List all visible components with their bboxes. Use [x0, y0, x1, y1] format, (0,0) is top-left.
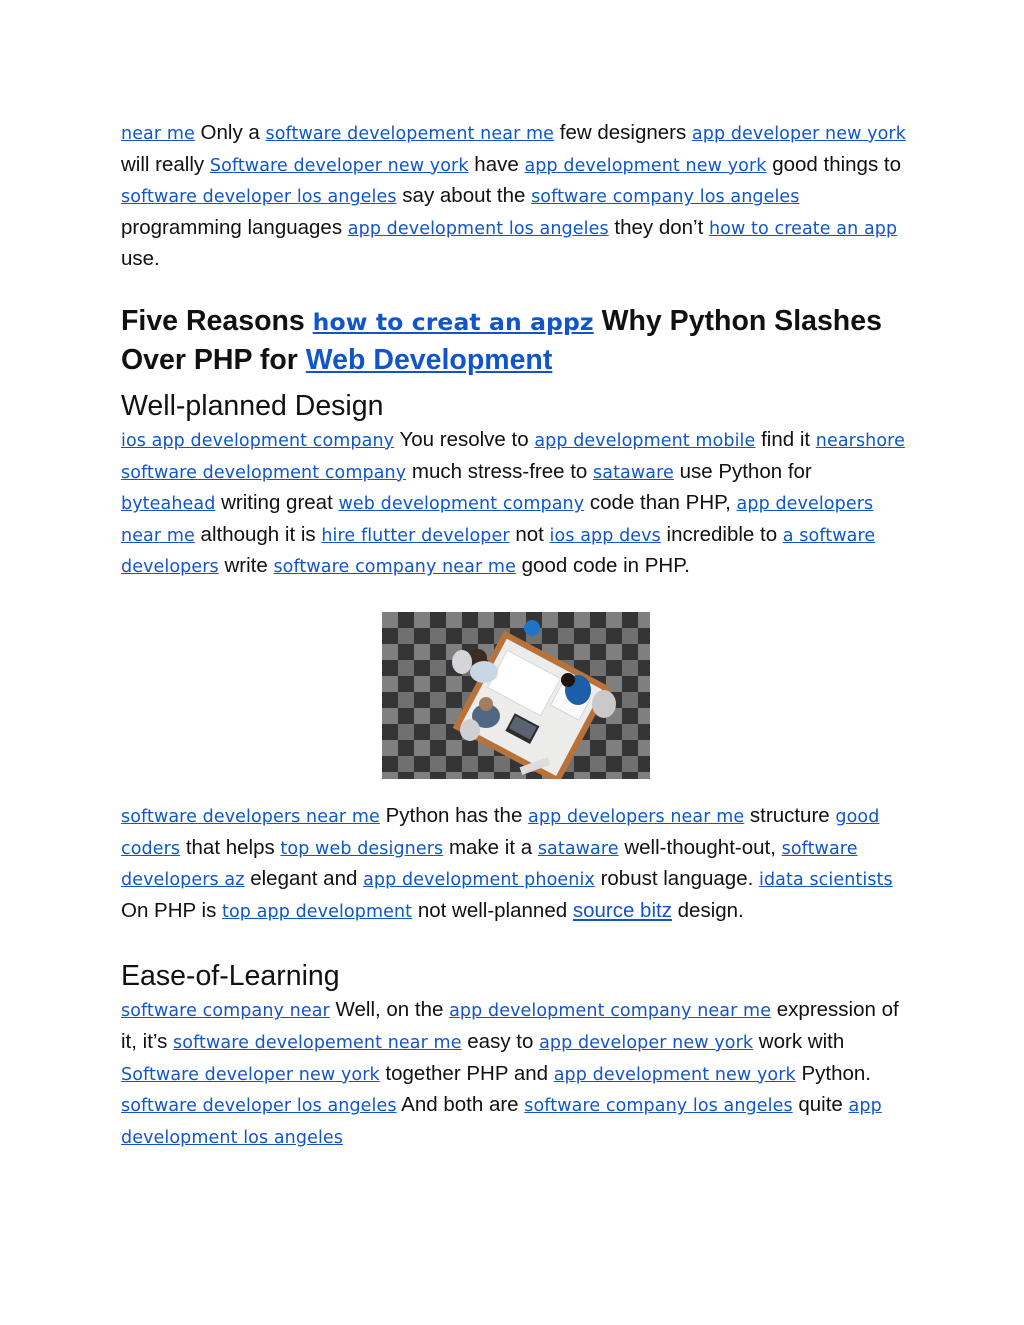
body-text: good things to	[766, 152, 901, 176]
body-text: Only a	[194, 121, 266, 144]
learning-paragraph	[121, 995, 911, 1153]
inline-link[interactable]: Software developer new york	[209, 155, 469, 176]
inline-link[interactable]: byteahead	[121, 494, 216, 515]
body-text: good code in PHP.	[515, 554, 690, 578]
body-text: easy to	[461, 1029, 540, 1053]
body-text: expression of it, it’s	[121, 998, 899, 1053]
inline-link[interactable]: a software developers	[121, 525, 876, 578]
body-text: have	[468, 152, 525, 176]
body-text: find it	[755, 427, 816, 451]
body-text: few designers	[554, 121, 692, 144]
body-text: code than PHP,	[584, 491, 737, 515]
inline-link[interactable]: app development phoenix	[363, 870, 595, 891]
body-text: Well, on the	[329, 998, 450, 1022]
inline-link[interactable]: ios app development company	[121, 430, 395, 451]
inline-link[interactable]: sataware	[593, 462, 674, 483]
body-text: although it is	[194, 522, 322, 546]
inline-link[interactable]: how to create an app	[708, 218, 898, 239]
inline-link[interactable]: top web designers	[280, 838, 444, 859]
body-text: make it a	[443, 835, 538, 859]
inline-link[interactable]: software company near	[121, 1001, 330, 1022]
section-title-well-planned-design: Well-planned Design	[121, 389, 384, 422]
body-text: And both are	[396, 1093, 525, 1117]
inline-link[interactable]: good coders	[121, 806, 880, 859]
inline-link[interactable]: app development company near me	[449, 1001, 772, 1022]
body-text: design.	[671, 898, 744, 922]
inline-link[interactable]: top app development	[222, 901, 413, 922]
body-text: that helps	[180, 835, 281, 859]
inline-link[interactable]: software developers near me	[121, 806, 380, 827]
inline-link[interactable]: app developer new york	[691, 124, 906, 144]
inline-link[interactable]: ios app devs	[549, 525, 661, 546]
body-text: use.	[121, 247, 160, 271]
inline-link[interactable]: app developers near me	[528, 806, 745, 827]
body-text: Python.	[795, 1061, 871, 1085]
inline-link[interactable]: software developer los angeles	[121, 187, 397, 208]
heading-text-part1: Five Reasons	[121, 304, 313, 337]
inline-link[interactable]: app development new york	[524, 155, 767, 176]
inline-link[interactable]: software developers az	[121, 838, 858, 891]
team-meeting-photo	[382, 612, 650, 779]
body-text: robust language.	[594, 867, 759, 891]
body-text: programming languages	[121, 215, 348, 239]
structure-paragraph	[121, 801, 911, 927]
body-text: will really	[121, 152, 210, 176]
body-text: not	[509, 522, 550, 546]
inline-link[interactable]: app developers near me	[121, 494, 874, 546]
body-text: say about the	[396, 184, 532, 208]
inline-link[interactable]: app development new york	[553, 1064, 796, 1085]
inline-link[interactable]: software developement near me	[173, 1032, 462, 1053]
heading-link-create-app[interactable]: how to creat an appz	[312, 307, 594, 336]
inline-link[interactable]: app developer new york	[539, 1032, 754, 1053]
body-text: Python has the	[379, 803, 529, 827]
body-text: elegant and	[244, 867, 364, 891]
design-paragraph	[121, 425, 911, 583]
inline-link[interactable]: hire flutter developer	[321, 525, 510, 546]
inline-link[interactable]: app development mobile	[534, 430, 756, 451]
body-text: quite	[792, 1093, 849, 1117]
document-page	[121, 118, 911, 1153]
inline-link[interactable]: near me	[121, 124, 195, 144]
inline-link[interactable]: software developement near me	[265, 124, 555, 144]
inline-link[interactable]: source bitz	[572, 898, 672, 922]
body-text: well-thought-out,	[618, 835, 782, 859]
article-heading	[121, 302, 911, 379]
body-text: You resolve to	[394, 427, 535, 451]
body-text: not well-planned	[412, 898, 573, 922]
body-text: work with	[753, 1029, 845, 1053]
inline-link[interactable]: software developer los angeles	[121, 1096, 397, 1117]
body-text: use Python for	[673, 459, 812, 483]
body-text: structure	[744, 803, 836, 827]
body-text: together PHP and	[379, 1061, 554, 1085]
body-text: much stress-free to	[406, 459, 594, 483]
section-title-ease-of-learning: Ease-of-Learning	[121, 960, 340, 993]
photo-figure	[121, 612, 911, 779]
intro-paragraph	[121, 118, 911, 274]
body-text: On PHP is	[121, 898, 223, 922]
inline-link[interactable]: app development los angeles	[121, 1096, 882, 1148]
inline-link[interactable]: web development company	[338, 494, 585, 515]
inline-link[interactable]: nearshore software development company	[121, 430, 905, 483]
body-text: write	[218, 554, 274, 578]
inline-link[interactable]: software company los angeles	[531, 187, 800, 208]
inline-link[interactable]: sataware	[537, 838, 619, 859]
heading-text-part2: Why Python Slashes Over PHP for	[121, 304, 882, 376]
inline-link[interactable]: app development los angeles	[347, 218, 609, 239]
inline-link[interactable]: software company los angeles	[524, 1096, 793, 1117]
inline-link[interactable]: Software developer new york	[121, 1064, 380, 1085]
inline-link[interactable]: idata scientists	[759, 870, 893, 891]
body-text: incredible to	[660, 522, 783, 546]
heading-link-web-development[interactable]: Web Development	[305, 343, 553, 376]
inline-link[interactable]: software company near me	[273, 557, 516, 578]
body-text: they don’t	[608, 215, 709, 239]
body-text: writing great	[215, 491, 339, 515]
